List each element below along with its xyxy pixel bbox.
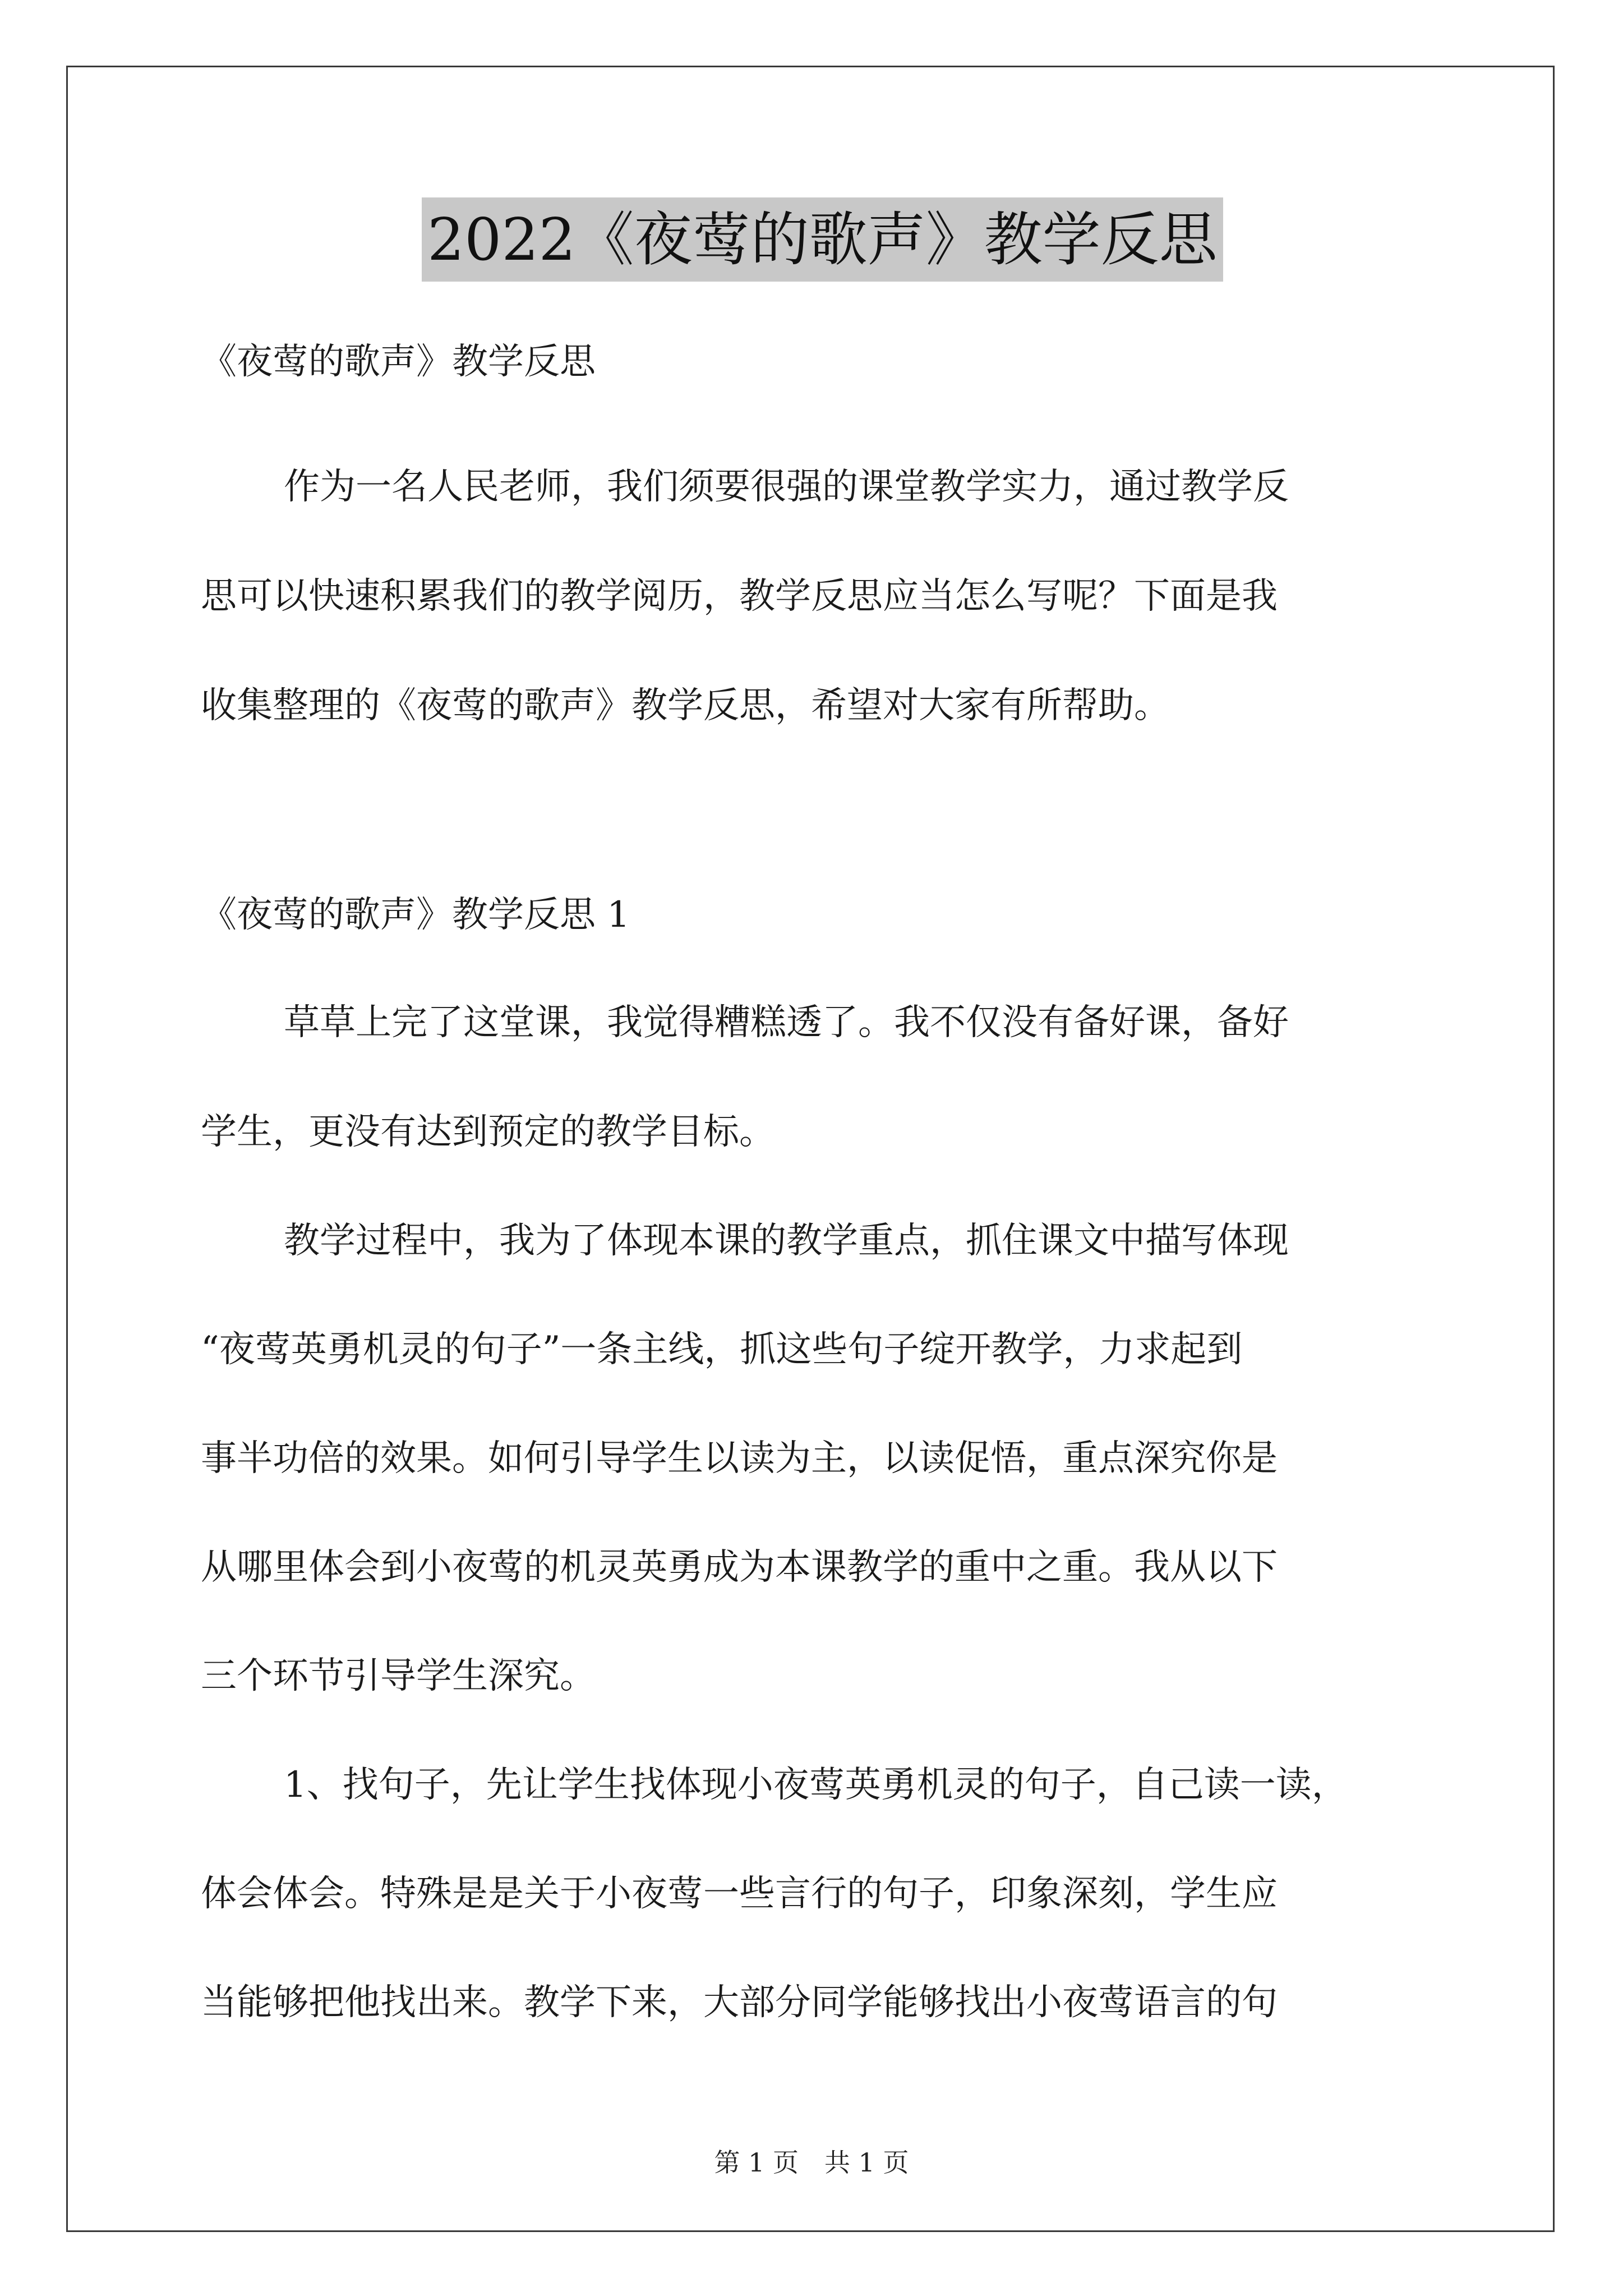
- paragraph-line: 学生，更没有达到预定的教学目标。: [201, 1111, 775, 1153]
- document-title: 2022《夜莺的歌声》教学反思: [422, 197, 1223, 282]
- paragraph-line: 作为一名人民老师，我们须要很强的课堂教学实力，通过教学反: [284, 466, 1289, 508]
- paragraph-line: 教学过程中，我为了体现本课的教学重点，抓住课文中描写体现: [284, 1220, 1289, 1262]
- section-heading: 《夜莺的歌声》教学反思 1: [201, 894, 630, 936]
- paragraph-line: 事半功倍的效果。如何引导学生以读为主，以读促悟，重点深究你是: [201, 1438, 1278, 1479]
- paragraph-line: 收集整理的《夜莺的歌声》教学反思，希望对大家有所帮助。: [201, 685, 1170, 726]
- paragraph-line: 草草上完了这堂课，我觉得糟糕透了。我不仅没有备好课，备好: [284, 1002, 1289, 1043]
- page-footer: 第 1 页 共 1 页: [714, 2147, 909, 2178]
- paragraph-line: 1、找句子，先让学生找体现小夜莺英勇机灵的句子，自己读一读，: [284, 1764, 1348, 1806]
- paragraph-line: 体会体会。特殊是是关于小夜莺一些言行的句子，印象深刻，学生应: [201, 1873, 1278, 1915]
- paragraph-line: 当能够把他找出来。教学下来，大部分同学能够找出小夜莺语言的句: [201, 1982, 1278, 2023]
- paragraph-line: “夜莺英勇机灵的句子”一条主线，抓这些句子绽开教学，力求起到: [201, 1329, 1243, 1370]
- subtitle-line: 《夜莺的歌声》教学反思: [201, 341, 596, 383]
- paragraph-line: 思可以快速积累我们的教学阅历，教学反思应当怎么写呢？下面是我: [201, 576, 1278, 617]
- paragraph-line: 三个环节引导学生深究。: [201, 1655, 596, 1697]
- paragraph-line: 从哪里体会到小夜莺的机灵英勇成为本课教学的重中之重。我从以下: [201, 1547, 1278, 1588]
